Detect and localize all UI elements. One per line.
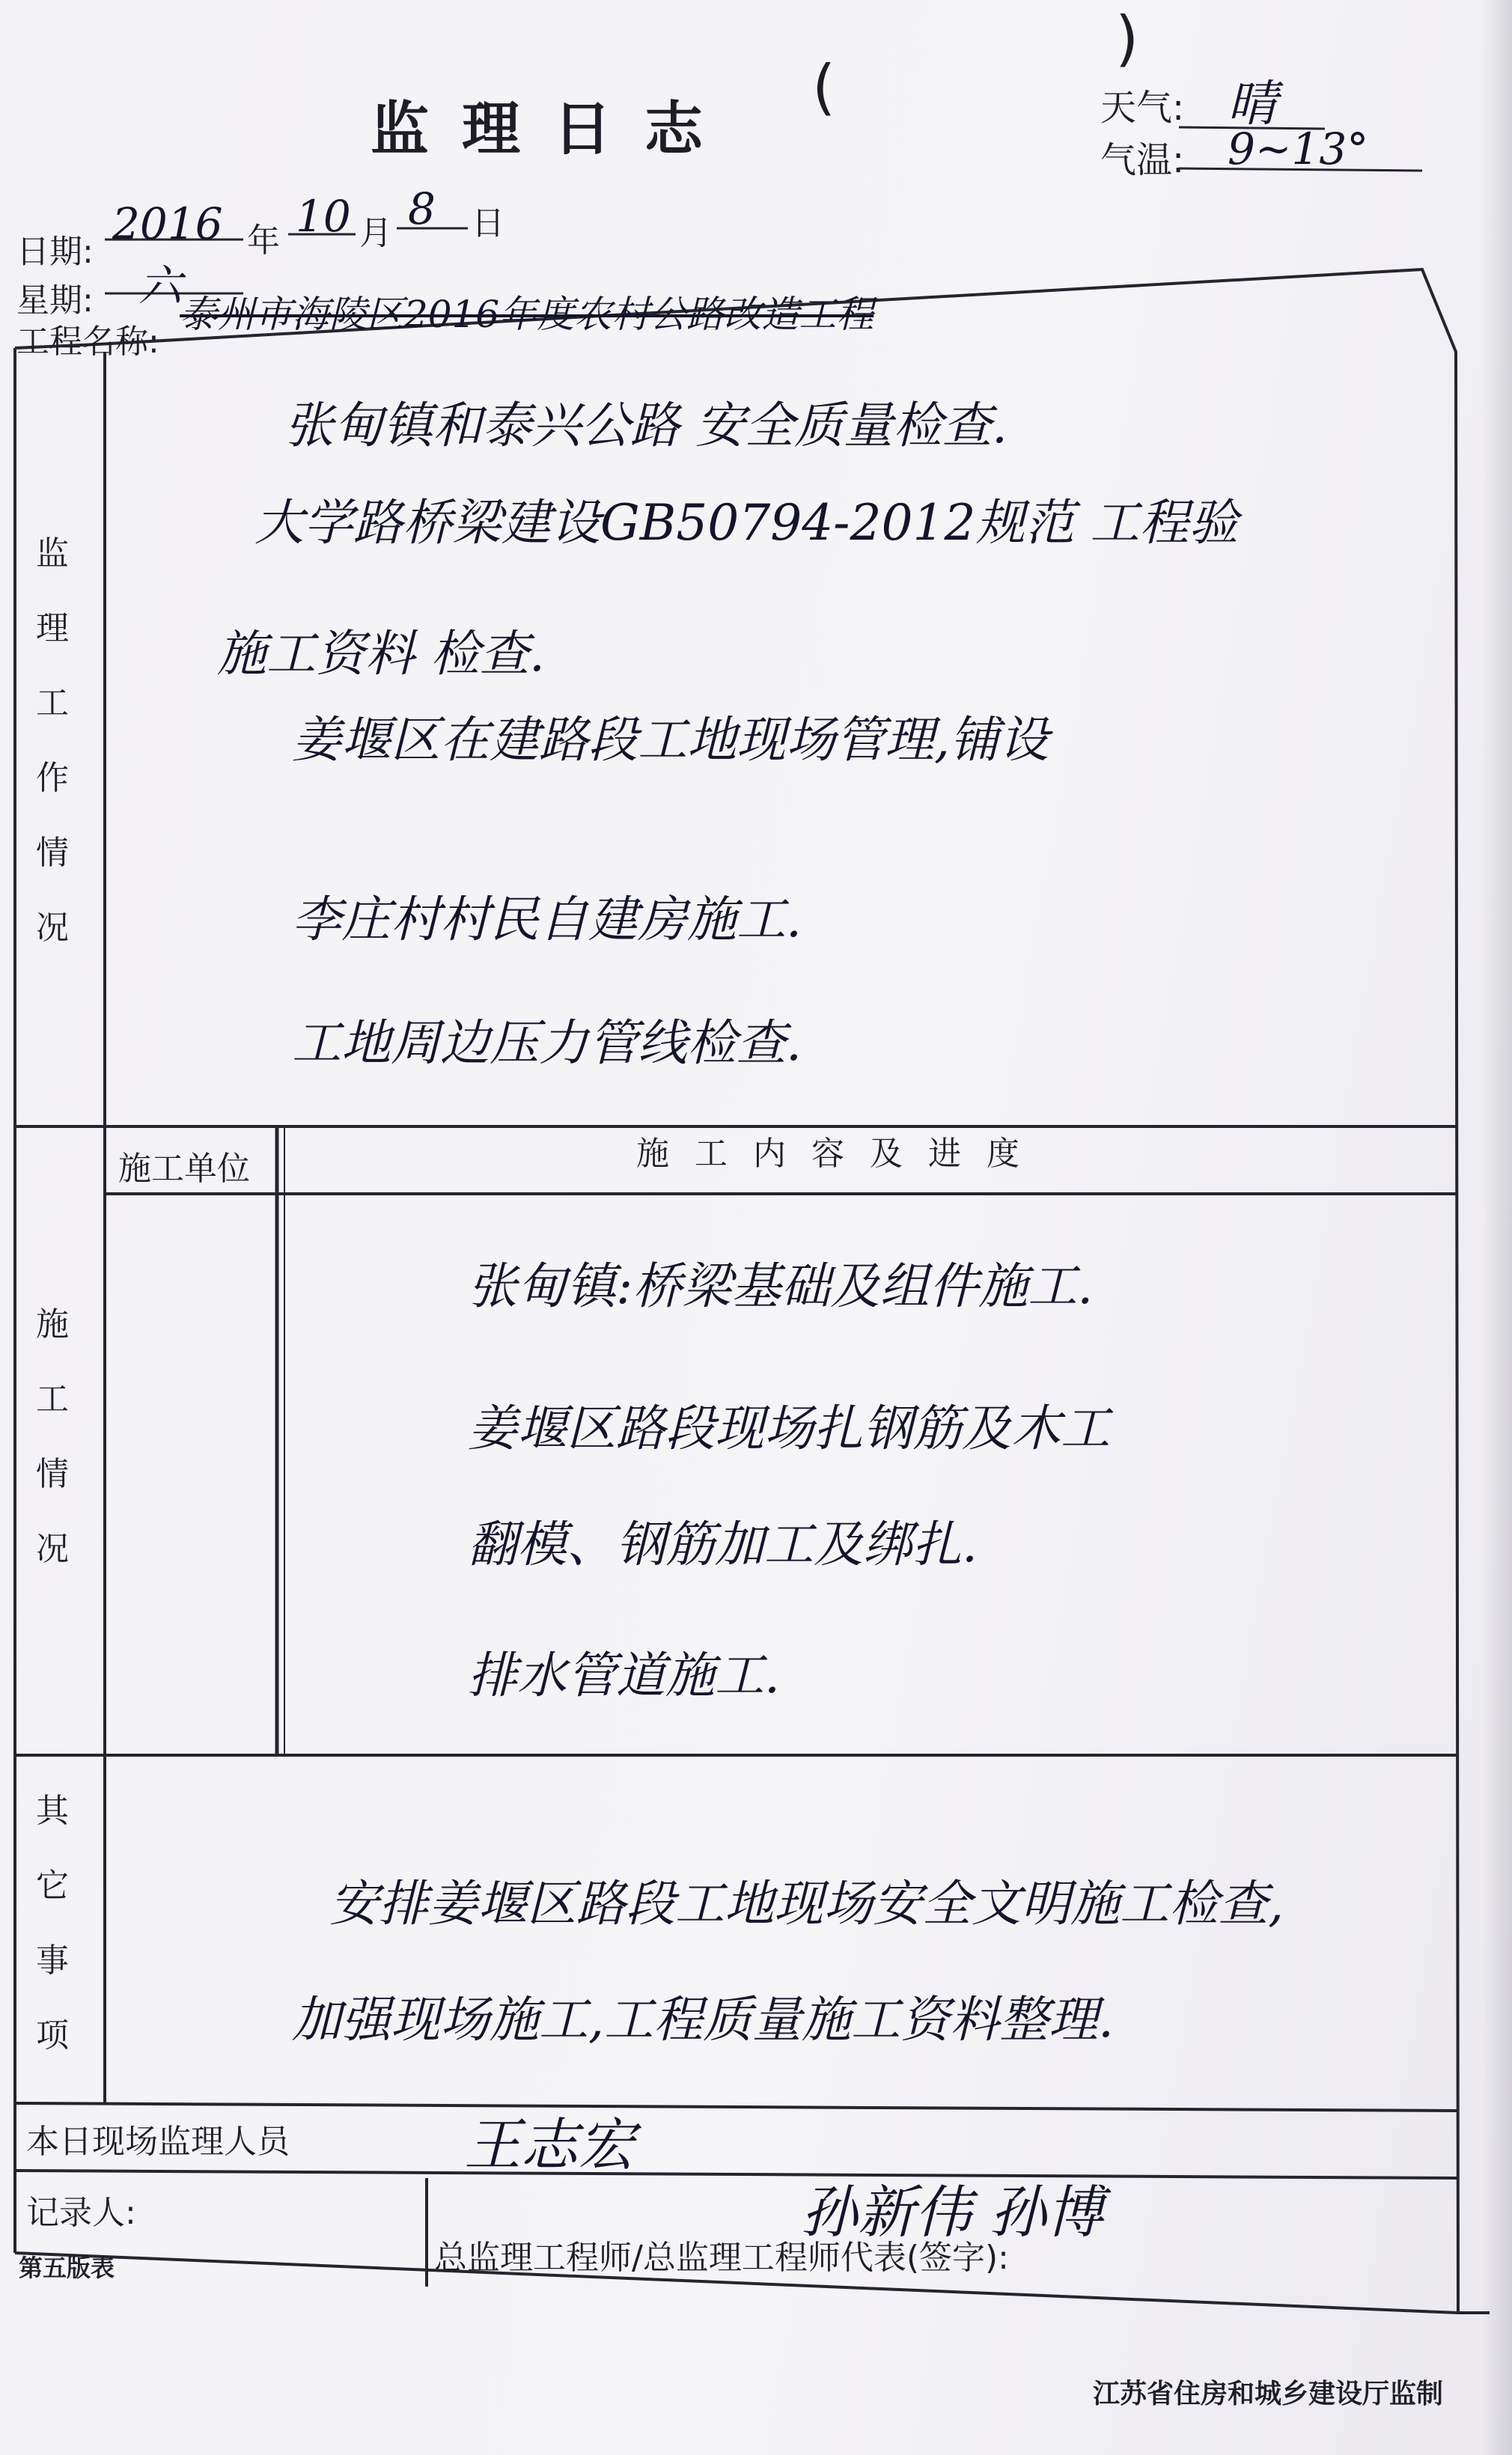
supervision-line-2: 大学路桥梁建设GB50794-2012规范 工程验 xyxy=(254,494,1239,552)
supervision-line-4: 姜堰区在建路段工地现场管理,铺设 xyxy=(292,711,1049,769)
date-label: 日期: xyxy=(16,233,94,271)
on-site-staff-signature: 王志宏 xyxy=(464,2111,635,2178)
year-unit: 年 xyxy=(247,222,280,260)
weather-label: 天气: xyxy=(1100,87,1185,129)
page-title: 监理日志 xyxy=(371,96,737,163)
title-paren-open: ( xyxy=(812,52,836,122)
recorder-signature: 孙新伟 孙博 xyxy=(801,2179,1104,2245)
project-label: 工程名称: xyxy=(16,323,159,361)
supervision-line-3: 施工资料 检查. xyxy=(217,625,545,683)
temperature-value: 9~13° xyxy=(1228,123,1369,174)
construction-content-header: 施工内容及进度 xyxy=(636,1135,1045,1173)
date-day: 8 xyxy=(408,183,436,234)
construction-unit-header: 施工单位 xyxy=(118,1150,250,1188)
weekday-label: 星期: xyxy=(16,281,94,320)
form-version: 第五版表 xyxy=(19,2254,115,2282)
construction-section-label: 施 工 情 况 xyxy=(36,1305,69,1568)
issuer-note: 江苏省住房和城乡建设厅监制 xyxy=(1093,2379,1444,2409)
supervision-line-6: 工地周边压力管线检查. xyxy=(292,1014,802,1072)
recorder-label: 记录人: xyxy=(26,2194,136,2232)
construction-line-1: 张甸镇:桥梁基础及组件施工. xyxy=(468,1257,1094,1315)
weather-value: 晴 xyxy=(1228,75,1277,132)
supervision-line-1: 张甸镇和泰兴公路 安全质量检查. xyxy=(284,397,1008,454)
on-site-staff-label: 本日现场监理人员 xyxy=(26,2123,290,2161)
other-line-1: 安排姜堰区路段工地现场安全文明施工检查, xyxy=(329,1875,1284,1933)
construction-line-4: 排水管道施工. xyxy=(468,1647,780,1704)
chief-engineer-label: 总监理工程师/总监理工程师代表(签字): xyxy=(434,2239,1009,2277)
temperature-label: 气温: xyxy=(1100,139,1185,181)
construction-line-2: 姜堰区路段现场扎钢筋及木工 xyxy=(468,1400,1110,1457)
other-line-2: 加强现场施工,工程质量施工资料整理. xyxy=(292,1991,1114,2049)
title-paren-close: ) xyxy=(1115,4,1139,73)
month-unit: 月 xyxy=(359,214,392,252)
weekday-value: 六 xyxy=(138,260,183,311)
construction-line-3: 翻模、钢筋加工及绑扎. xyxy=(468,1516,978,1573)
date-year: 2016 xyxy=(112,198,223,249)
supervision-section-label: 监 理 工 作 情 况 xyxy=(36,534,69,947)
supervision-line-5: 李庄村村民自建房施工. xyxy=(292,891,802,948)
other-section-label: 其 它 事 项 xyxy=(36,1792,69,2055)
project-value: 泰州市海陵区2016年度农村公路改造工程 xyxy=(180,293,874,336)
day-unit: 日 xyxy=(472,204,504,243)
date-month: 10 xyxy=(296,191,351,242)
